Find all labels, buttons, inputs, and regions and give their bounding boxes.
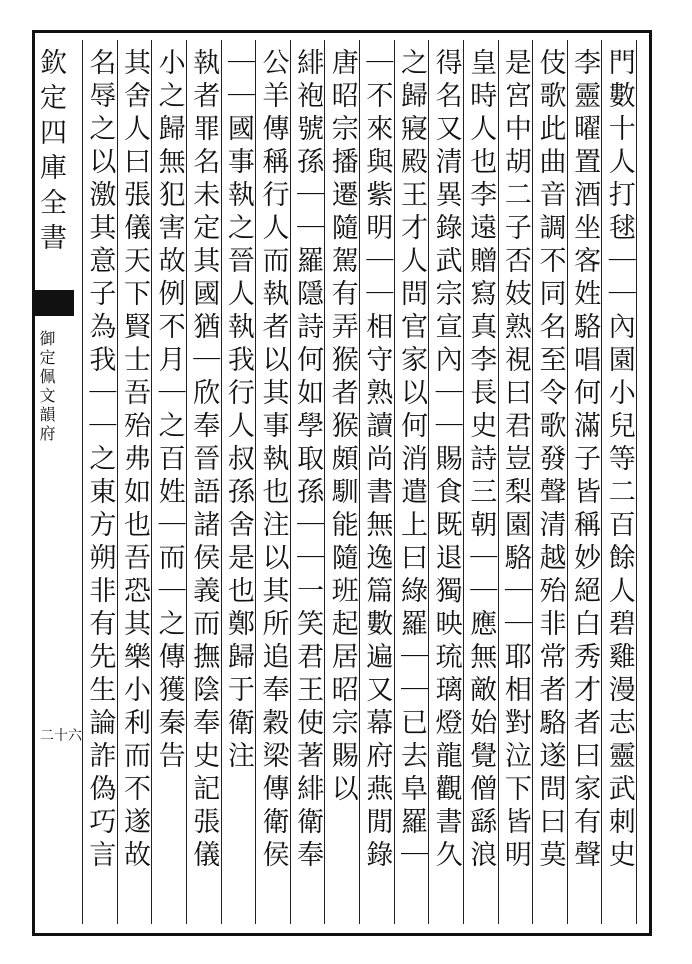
text-column: ｜｜國事執之晉人執我行人叔孫舍是也鄭歸于衛注 bbox=[222, 48, 254, 774]
text-column: 皇時人也李遠贈寫真李長史詩三朝｜｜應無敵始覺僧繇浪 bbox=[465, 48, 497, 873]
text-column: 唐昭宗播遷隨駕有弄猴者猴頗馴能隨班起居昭宗賜以 bbox=[326, 48, 358, 807]
text-column: 名辱之以激其意子為我｜｜之東方朔非有先生論詐偽巧言 bbox=[84, 48, 116, 873]
text-column: 伎歌此曲音調不同名至令歌發聲清越殆非常者駱遂問曰莫 bbox=[534, 48, 566, 873]
text-column: ｜不來與紫明｜｜相守熟讀尚書無逸篇數遍又幕府燕閒錄 bbox=[361, 48, 393, 873]
text-column: 門數十人打毬｜｜內園小兒等二百餘人碧雞漫志靈武刺史 bbox=[603, 48, 635, 873]
text-column: 小之歸無犯害故例不月｜之百姓｜而｜之傳獲秦告 bbox=[153, 48, 185, 774]
margin-subtitle: 御定佩文韻府 bbox=[37, 330, 56, 444]
text-column: 緋袍號孫｜｜羅隱詩何如學取孫｜｜一笑君王使著緋衛奉 bbox=[292, 48, 324, 873]
text-column: 執者罪名未定其國猶｜欣奉晉語諸侯義而撫陰奉史記張儀 bbox=[188, 48, 220, 873]
text-column: 公羊傳稱行人而執者以其事執也注以其所追奉穀梁傳衛侯 bbox=[257, 48, 289, 873]
text-column: 李靈曜置酒坐客姓駱唱何滿子皆稱妙絕白秀才者曰家有聲 bbox=[569, 48, 601, 873]
margin-fish-tail-mark bbox=[32, 290, 74, 316]
text-column: 之歸寢殿王才人問官家以何消遣上曰綠羅｜｜已去阜羅｜ bbox=[395, 48, 427, 873]
text-column: 其舍人曰張儀天下賢士吾殆弗如也吾恐其樂小利而不遂故 bbox=[118, 48, 150, 873]
text-column: 是宮中胡二子否妓熟視曰君豈梨園駱｜｜耶相對泣下皆明 bbox=[499, 48, 531, 873]
page-number: 二十六 bbox=[40, 728, 82, 744]
margin-title: 欽定四庫全書 bbox=[35, 48, 66, 258]
text-column: 得名又清異錄武宗宣內｜｜賜食既退獨映琉璃燈龍觀書久 bbox=[430, 48, 462, 873]
